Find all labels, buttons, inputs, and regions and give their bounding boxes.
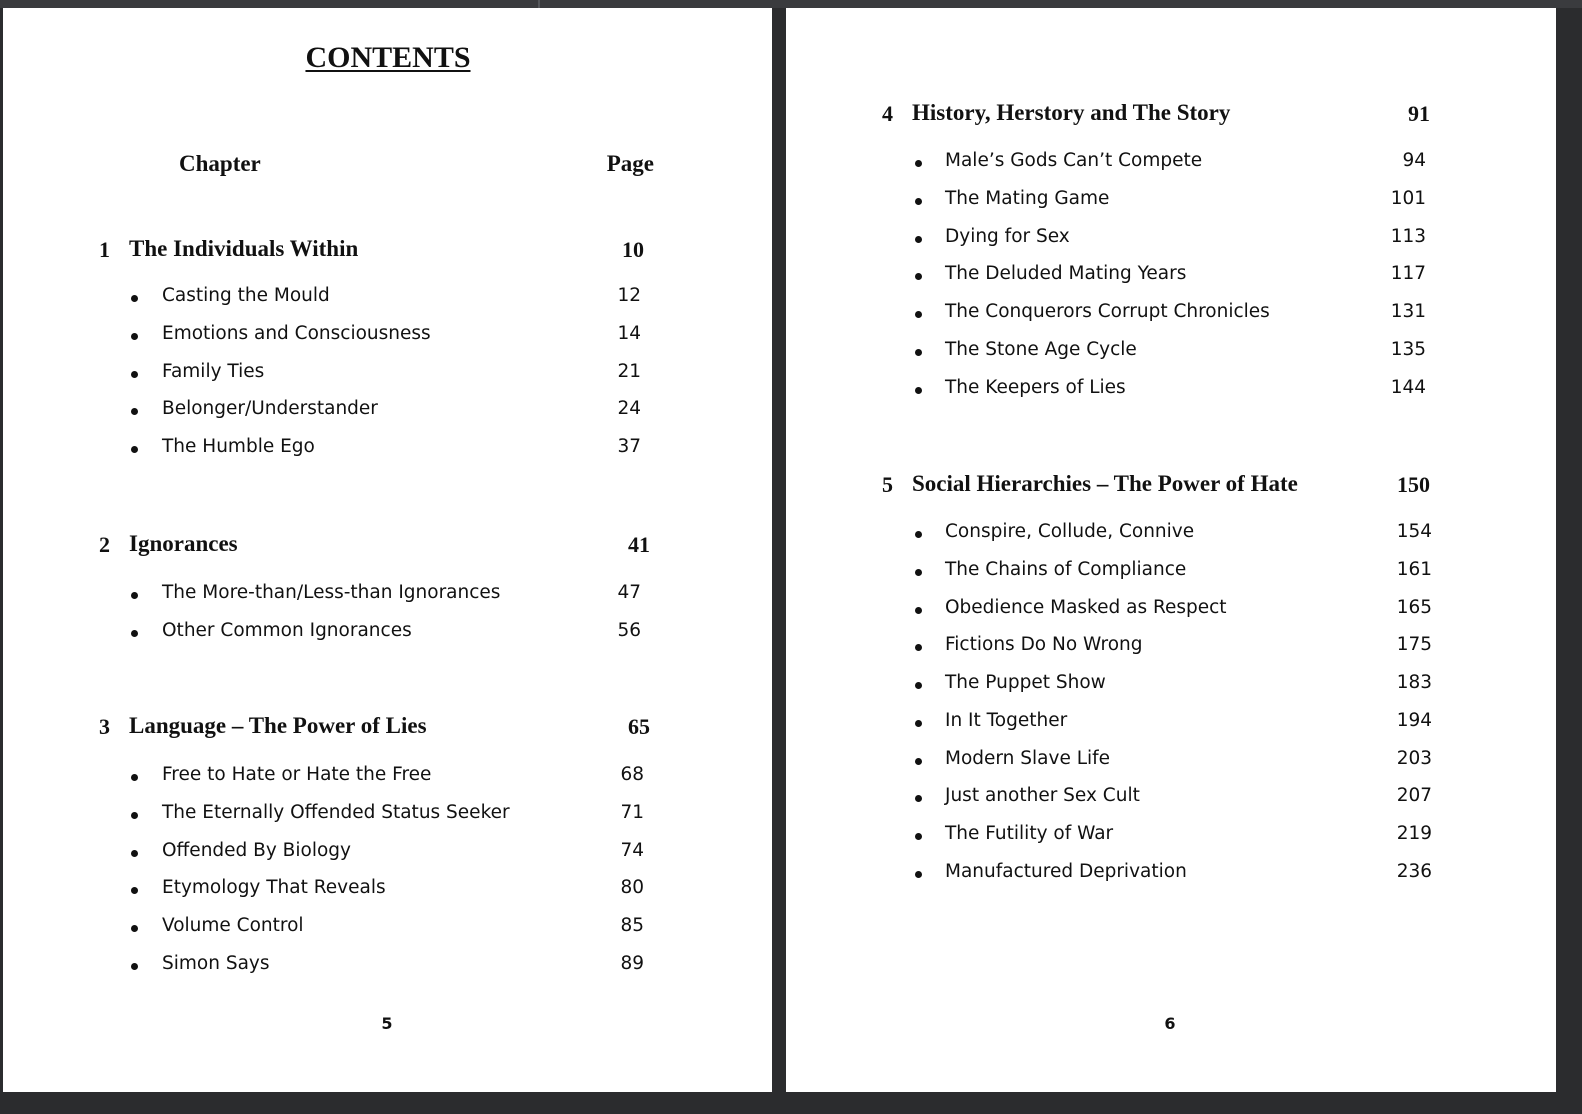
section-page-number: 71 [620, 801, 644, 823]
section-page-number: 203 [1396, 747, 1432, 769]
viewer-top-bar [0, 0, 1582, 8]
bullet-icon [915, 531, 922, 538]
section-page-number: 47 [617, 582, 641, 603]
section-title: Other Common Ignorances [162, 619, 412, 641]
bullet-icon [915, 198, 922, 205]
section-title: Free to Hate or Hate the Free [162, 764, 432, 785]
section-page-number: 236 [1396, 860, 1432, 882]
chapter-title: The Individuals Within [129, 236, 359, 261]
bullet-icon [915, 682, 922, 689]
chapter-page-number: 65 [628, 714, 650, 739]
chapter-page-number: 91 [1408, 101, 1430, 126]
section-title: The Futility of War [945, 823, 1114, 844]
chapter-title: History, Herstory and The Story [912, 100, 1231, 125]
bullet-icon [915, 160, 922, 167]
section-page-number: 219 [1396, 823, 1432, 844]
chapter-page-number: 10 [622, 237, 644, 262]
section-title: Emotions and Consciousness [162, 322, 431, 344]
bullet-icon [915, 871, 922, 878]
chapter-number: 1 [99, 237, 110, 262]
section-title: Conspire, Collude, Connive [945, 521, 1195, 542]
bullet-icon [915, 273, 922, 280]
section-title: The Conquerors Corrupt Chronicles [945, 301, 1270, 322]
section-page-number: 56 [617, 619, 641, 641]
bullet-icon [131, 963, 138, 970]
section-title: Male’s Gods Can’t Compete [945, 150, 1203, 171]
bullet-icon [131, 925, 138, 932]
section-title: Casting the Mould [162, 285, 330, 306]
chapter-number: 2 [99, 532, 110, 557]
bullet-icon [131, 295, 138, 302]
bullet-icon [915, 644, 922, 651]
chapter-page-number: 150 [1397, 472, 1430, 497]
section-page-number: 207 [1396, 785, 1432, 807]
bullet-icon [915, 607, 922, 614]
bullet-icon [131, 630, 138, 637]
chapter-title: Social Hierarchies – The Power of Hate [912, 471, 1298, 496]
chapter-column-header: Chapter [179, 151, 261, 176]
bullet-icon [915, 349, 922, 356]
section-title: The Eternally Offended Status Seeker [162, 801, 510, 823]
section-title: The Stone Age Cycle [945, 338, 1137, 360]
section-page-number: 12 [617, 285, 641, 306]
section-title: Simon Says [162, 953, 270, 974]
page-column-header: Page [606, 151, 654, 176]
right-page [786, 8, 1556, 1092]
bullet-icon [131, 887, 138, 894]
section-title: Dying for Sex [945, 225, 1070, 247]
section-title: The Keepers of Lies [945, 376, 1126, 398]
section-page-number: 14 [617, 322, 641, 344]
section-page-number: 101 [1390, 187, 1426, 209]
page-folio-number: 5 [381, 1014, 393, 1033]
section-page-number: 175 [1396, 634, 1432, 656]
section-title: Belonger/Understander [162, 398, 378, 420]
section-title: Etymology That Reveals [162, 877, 386, 899]
section-title: Family Ties [162, 360, 265, 382]
section-title: The Deluded Mating Years [945, 263, 1187, 285]
section-title: The More-than/Less-than Ignorances [162, 582, 501, 603]
section-title: Modern Slave Life [945, 747, 1111, 769]
section-title: Fictions Do No Wrong [945, 634, 1143, 656]
section-page-number: 85 [620, 915, 644, 937]
section-title: Obedience Masked as Respect [945, 596, 1227, 618]
bullet-icon [915, 569, 922, 576]
section-title: Offended By Biology [162, 839, 351, 861]
contents-heading: CONTENTS [305, 41, 471, 74]
bullet-icon [131, 592, 138, 599]
section-page-number: 113 [1390, 225, 1426, 247]
bullet-icon [915, 833, 922, 840]
section-page-number: 24 [617, 398, 641, 420]
section-page-number: 117 [1390, 263, 1426, 285]
section-title: Manufactured Deprivation [945, 860, 1187, 882]
bullet-icon [131, 774, 138, 781]
section-page-number: 135 [1390, 338, 1426, 360]
section-page-number: 154 [1396, 521, 1432, 542]
bullet-icon [915, 236, 922, 243]
section-title: The Chains of Compliance [945, 558, 1187, 580]
bullet-icon [131, 446, 138, 453]
section-page-number: 94 [1402, 150, 1426, 171]
chapter-number: 3 [99, 714, 110, 739]
bullet-icon [915, 758, 922, 765]
bullet-icon [915, 795, 922, 802]
section-page-number: 161 [1396, 558, 1432, 580]
bullet-icon [915, 387, 922, 394]
bullet-icon [131, 812, 138, 819]
section-title: In It Together [945, 709, 1068, 731]
chapter-number: 4 [882, 101, 893, 126]
chapter-page-number: 41 [628, 532, 650, 557]
chapter-title: Ignorances [129, 531, 238, 556]
section-page-number: 144 [1390, 376, 1426, 398]
section-page-number: 194 [1396, 709, 1432, 731]
bullet-icon [131, 850, 138, 857]
bullet-icon [915, 720, 922, 727]
bullet-icon [915, 311, 922, 318]
section-page-number: 165 [1396, 596, 1432, 618]
bullet-icon [131, 333, 138, 340]
section-page-number: 68 [620, 764, 644, 785]
section-page-number: 80 [620, 877, 644, 899]
section-page-number: 37 [617, 436, 641, 458]
section-title: Volume Control [162, 915, 304, 937]
viewer-top-bar-seam [538, 0, 540, 8]
section-page-number: 89 [620, 953, 644, 974]
chapter-number: 5 [882, 472, 893, 497]
section-title: The Humble Ego [162, 436, 315, 458]
left-page [3, 8, 772, 1092]
page-folio-number: 6 [1164, 1014, 1176, 1033]
section-page-number: 21 [617, 360, 641, 382]
section-page-number: 183 [1396, 672, 1432, 693]
section-title: The Puppet Show [945, 672, 1106, 693]
bullet-icon [131, 371, 138, 378]
section-page-number: 131 [1390, 301, 1426, 322]
chapter-title: Language – The Power of Lies [129, 713, 427, 738]
bullet-icon [131, 408, 138, 415]
section-title: Just another Sex Cult [945, 785, 1140, 807]
section-page-number: 74 [620, 839, 644, 861]
section-title: The Mating Game [945, 187, 1110, 209]
